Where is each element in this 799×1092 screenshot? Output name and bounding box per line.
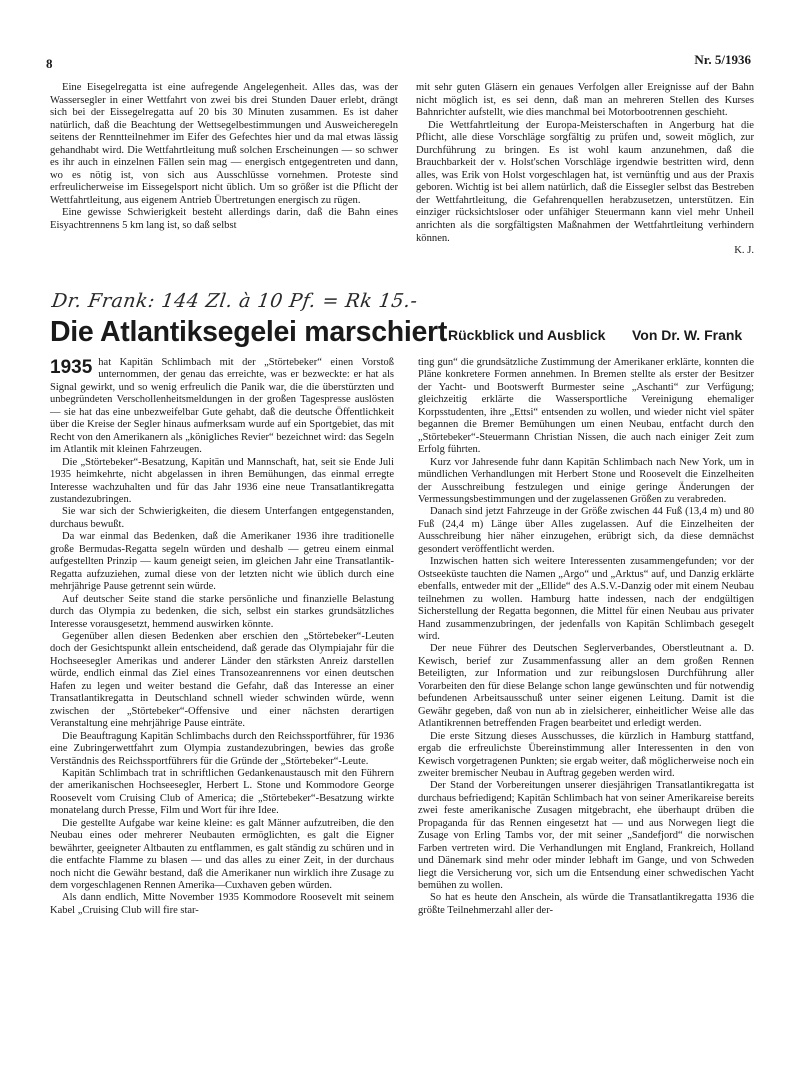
issue-number: Nr. 5/1936 <box>694 52 751 67</box>
paragraph: Kurz vor Jahresende fuhr dann Kapitän Schlimbach nach New York, um in mündlichen Verhandlungen mit Herbert Stone und Roosevelt die Einzelheiten der Ausschreibung festzulegen und einige geringe Änderungen der Vermessungsbestimmungen und der zugelassenen Größen zu verabreden. <box>418 456 754 505</box>
paragraph: Die Wettfahrtleitung der Europa-Meisterschaften in Angerburg hat die Pflicht, alle diese Vorschläge sorgfältig zu prüfen und, soweit möglich, zur Durchführung zu bringen. Es ist wohl kaum anzunehmen, daß die Brauchbarkeit der v. Holst'schen Vorschläge irgendwie bestritten wird, denn alles, was Erik von Holst vorgeschlagen hat, ist vernünftig und aus der Praxis geboren. Wichtig ist bei allem natürlich, daß die Eissegler selbst das Bestreben der Wettfahrtleitung, die Gefahrenquellen herabzusetzen, unterstützen. Ein einziger rücksichtsloser oder unfähiger Steuermann kann viel mehr Unheil anrichten als die sorgfältigsten Maßnahmen der Wettfahrtleitung verhindern können. <box>416 119 754 244</box>
paragraph: Eine gewisse Schwierigkeit besteht allerdings darin, daß die Bahn eines Eisyachtrennens 5 km lang ist, so daß selbst <box>50 207 398 232</box>
article-subtitle: Rückblick und Ausblick <box>448 327 606 343</box>
article-right-column <box>418 357 754 917</box>
lead-year: 1935 <box>50 357 93 378</box>
lead-text: hat Kapitän Schlimbach mit der „Störtebeker“ einen Vorstoß unternommen, der genau das erreichte, was er bezweckte: er hat als Signal gewirkt, und so wenig erfreulich die Panik war, die die überstürzten und unbegründeten Verschollenheitsmeldungen in der großen Tagespresse auslösten — sie hat das eine unbezweifelbar Gute gehabt, daß die deutsche Öffentlichkeit über die Kreise der Segler hinaus aufmerksam wurde auf ein Sportgebiet, das mit Recht von den Amerikanern als „königliches Revier“ bezeichnet wird: das Segeln im Atlantik mit kleinen Fahrzeugen. <box>50 357 394 456</box>
paragraph: Der neue Führer des Deutschen Seglerverbandes, Oberstleutnant a. D. Kewisch, berief zur Zusammenfassung aller an dem großen Rennen Beteiligten, zur Information und zur reibungslosen Durchführung aller Vorarbeiten den für diese Belange schon lange gewünschten und für notwendig befundenen Arbeitsausschuß unter seiner eigenen Leitung. Damit ist die Gewähr gegeben, daß von nun ab in zielsicherer, einheitlicher Weise alle das Atlantikrennen betreffenden Fragen bearbeitet und erledigt werden. <box>418 643 754 730</box>
paragraph: Danach sind jetzt Fahrzeuge in der Größe zwischen 44 Fuß (13,4 m) und 80 Fuß (24,4 m) Länge über Alles zugelassen. Auf die Einzelheiten der Ausschreibung hier näher einzugehen, erübrigt sich, da diese demnächst gesondert veröffentlicht werden. <box>418 506 754 555</box>
article-title: Die Atlantiksegelei marschiert <box>50 316 448 348</box>
paragraph: Kapitän Schlimbach trat in schriftlichen Gedankenaustausch mit den Führern der amerikanischen Hochseesegler, Herbert L. Stone und Kommodore George Roosevelt vom Cruising Club of America; die „Störtebeker“-Besatzung wirkte monatelang durch Presse, Film und Wort für ihre Idee. <box>50 767 394 817</box>
paragraph: Der Stand der Vorbereitungen unserer diesjährigen Transatlantikregatta ist durchaus befriedigend; Kapitän Schlimbach hat von seiner Amerikareise bereits zwei feste amerikanische Zusagen mitgebracht, ehe überhaupt drüben die Propaganda für das Rennen eingesetzt hat — und aus Norwegen liegt die Zusage von Erling Tambs vor, der mit seiner „Sandefjord“ die norwischen Farben vertreten wird. Die Verhandlungen mit England, Frankreich, Holland und Dänemark sind mehr oder minder lebhaft im Gange, und von Schweden liegt die Versicherung vor, sich um die Entsendung einer schwedischen Yacht bemühen zu wollen. <box>418 780 754 892</box>
handwritten-note: Dr. Frank: 144 Zl. à 10 Pf. = Rk 15.- <box>50 290 420 312</box>
paragraph: Auf deutscher Seite stand die starke persönliche und finanzielle Belastung durch das Olympia zu bedenken, die sich, selbst ein starkes grundsätzliches Interesse vorausgesetzt, hemmend auswirken könnte. <box>50 593 394 630</box>
article-author: Von Dr. W. Frank <box>632 327 743 343</box>
paragraph: mit sehr guten Gläsern ein genaues Verfolgen aller Ereignisse auf der Bahn nicht möglich ist, es sei denn, daß man an mehreren Stellen des Kurses Bahnrichter aufstellt, wie dies manchmal bei Motorbootrennen geschieht. <box>416 82 754 119</box>
paragraph: Eine Eisegelregatta ist eine aufregende Angelegenheit. Alles das, was der Wassersegler in einer Wettfahrt von zwei bis drei Stunden Dauer erlebt, drängt sich bei der Eissegelregatta auf 20 bis 30 Minuten zusammen. Es ist daher natürlich, daß die Beachtung der Wettsegelbestimmungen und Ausweicheregeln seitens der Renntteilnehmer im Eifer des Gefechtes hier und da mal etwas lässig gehandhabt wird. Die Wettfahrtleitung muß solchen Erscheinungen — so schwer es ihr auch in einzelnen Fällen sein mag — energisch entgegentreten und dann, wo es nötig ist, von sich aus Ausschlüsse vornehmen. Proteste sind erfreulicherweise im Eissegelsport nicht üblich. Um so größer ist die Pflicht der Wettfahrtleitung, aus eigenem Antrieb Übertretungen energisch zu rügen. <box>50 82 398 206</box>
author-signature: K. J. <box>734 245 754 257</box>
lead-paragraph <box>50 357 394 457</box>
paragraph: Inzwischen hatten sich weitere Interessenten zusammengefunden; vor der Ostseeküste tauchten die Namen „Argo“ und „Arktus“ auf, und Danzig erklärte ebenfalls, entweder mit der „Ellide“ des A.S.V.-Danzig oder mit einem Neubau teilnehmen zu wollen. Hamburg hatte indessen, nach der endgültigen Sicherstellung der Regatta begonnen, die Mittel für einen Neubau aus privater Hand zusammenzubringen, der jedenfalls von Kapitän Schlimbach gesegelt wird. <box>418 556 754 642</box>
paragraph: Die Beauftragung Kapitän Schlimbachs durch den Reichssportführer, für 1936 eine Zubringerwettfahrt zum Olympia zustandezubringen, bewies das große Verständnis des Reichssportführers für die Gründe der „Störtebeker“-Leute. <box>50 730 394 767</box>
page-number: 8 <box>46 56 53 71</box>
paragraph: ting gun“ die grundsätzliche Zustimmung der Amerikaner erklärte, konnten die Pläne konkretere Formen annehmen. In Bremen stellte als erster der Besitzer der Yacht- und Bootswerft Burmester seine „Aschanti“ zur Verfügung; gleichzeitig erklärte die Wassersportliche Vereinigung ehemaliger Korpsstudenten, ihre „Ettsi“ entsenden zu wollen, und wieder nicht viel später begannen die Bremer Bemühungen um einen Neubau, entfacht durch den „Störtebeker“-Steuermann Christian Nissen, die auch nach einiger Zeit zum Erfolg führten. <box>418 357 754 456</box>
article-header <box>50 316 760 356</box>
paragraph: Die erste Sitzung dieses Ausschusses, die kürzlich in Hamburg stattfand, ergab die erfreulichste Übereinstimmung aller Interessenten in den von Kewisch vorgetragenen Punkten; sie ergab weiter, daß möglicherweise noch ein zweiter bremischer Neubau in Auftrag gegeben werden wird. <box>418 730 754 779</box>
previous-article-right-column <box>416 82 754 258</box>
paragraph: Sie war sich der Schwierigkeiten, die diesem Unterfangen entgegenstanden, durchaus bewußt. <box>50 506 394 530</box>
previous-article-left-column <box>50 82 398 233</box>
paragraph: Gegenüber allen diesen Bedenken aber erschien den „Störtebeker“-Leuten doch der Gesichtspunkt allein entscheidend, daß gerade das Olympiajahr für die Hochseesegler Amerikas und anderer Länder den stärksten Anreiz darstellen würde, endlich einmal das Ziel eines Transozeanrennens vor einen deutschen Hafen zu legen und weiter bestand die Gefahr, daß das Interesse an einer Transatlantikregatta in Deutschland schnell wieder schwinden würde, wenn zwischen der „Störtebeker“-Offensive und einer nächsten derartigen Veranstaltung eine mehrjährige Pause einträte. <box>50 630 394 730</box>
paragraph: Die gestellte Aufgabe war keine kleine: es galt Männer aufzutreiben, die den Neubau eines oder mehrerer Neubauten ermöglichten, es galt die Eigner bewährter, geeigneter Altbauten zu entflammen, es galt ständig zu schüren und in die entfachte Flamme zu blasen — und das alles zu einer Zeit, in der durchaus noch nicht die Gewähr bestand, daß die Amerikaner nun wirklich ihre Zusage zu dem vorgeschlagenen Rennen Amerika—Cuxhaven geben würden. <box>50 817 394 892</box>
paragraph: Da war einmal das Bedenken, daß die Amerikaner 1936 ihre traditionelle große Bermudas-Regatta segeln würden und deshalb — getreu einem einmal aufgestellten Prinzip — kaum geneigt seien, im gleichen Jahr eine Transatlantik-Regatta aufzuziehen, zumal diese von der letzten nicht wie üblich durch eine mehrjährige Pause getrennt sein würde. <box>50 531 394 593</box>
paragraph: Die „Störtebeker“-Besatzung, Kapitän und Mannschaft, hat, seit sie Ende Juli 1935 heimkehrte, nicht abgelassen in ihren Bemühungen, das einmal erregte Interesse wachzuhalten und für das Jahr 1936 eine neue Transatlantikregatta zustandezubringen. <box>50 456 394 505</box>
article-left-column <box>50 357 394 917</box>
paragraph: Als dann endlich, Mitte November 1935 Kommodore Roosevelt mit seinem Kabel „Cruising Club will fire star- <box>50 892 394 916</box>
paragraph: So hat es heute den Anschein, als würde die Transatlantikregatta 1936 die größte Teilnehmerzahl aller der- <box>418 892 754 916</box>
